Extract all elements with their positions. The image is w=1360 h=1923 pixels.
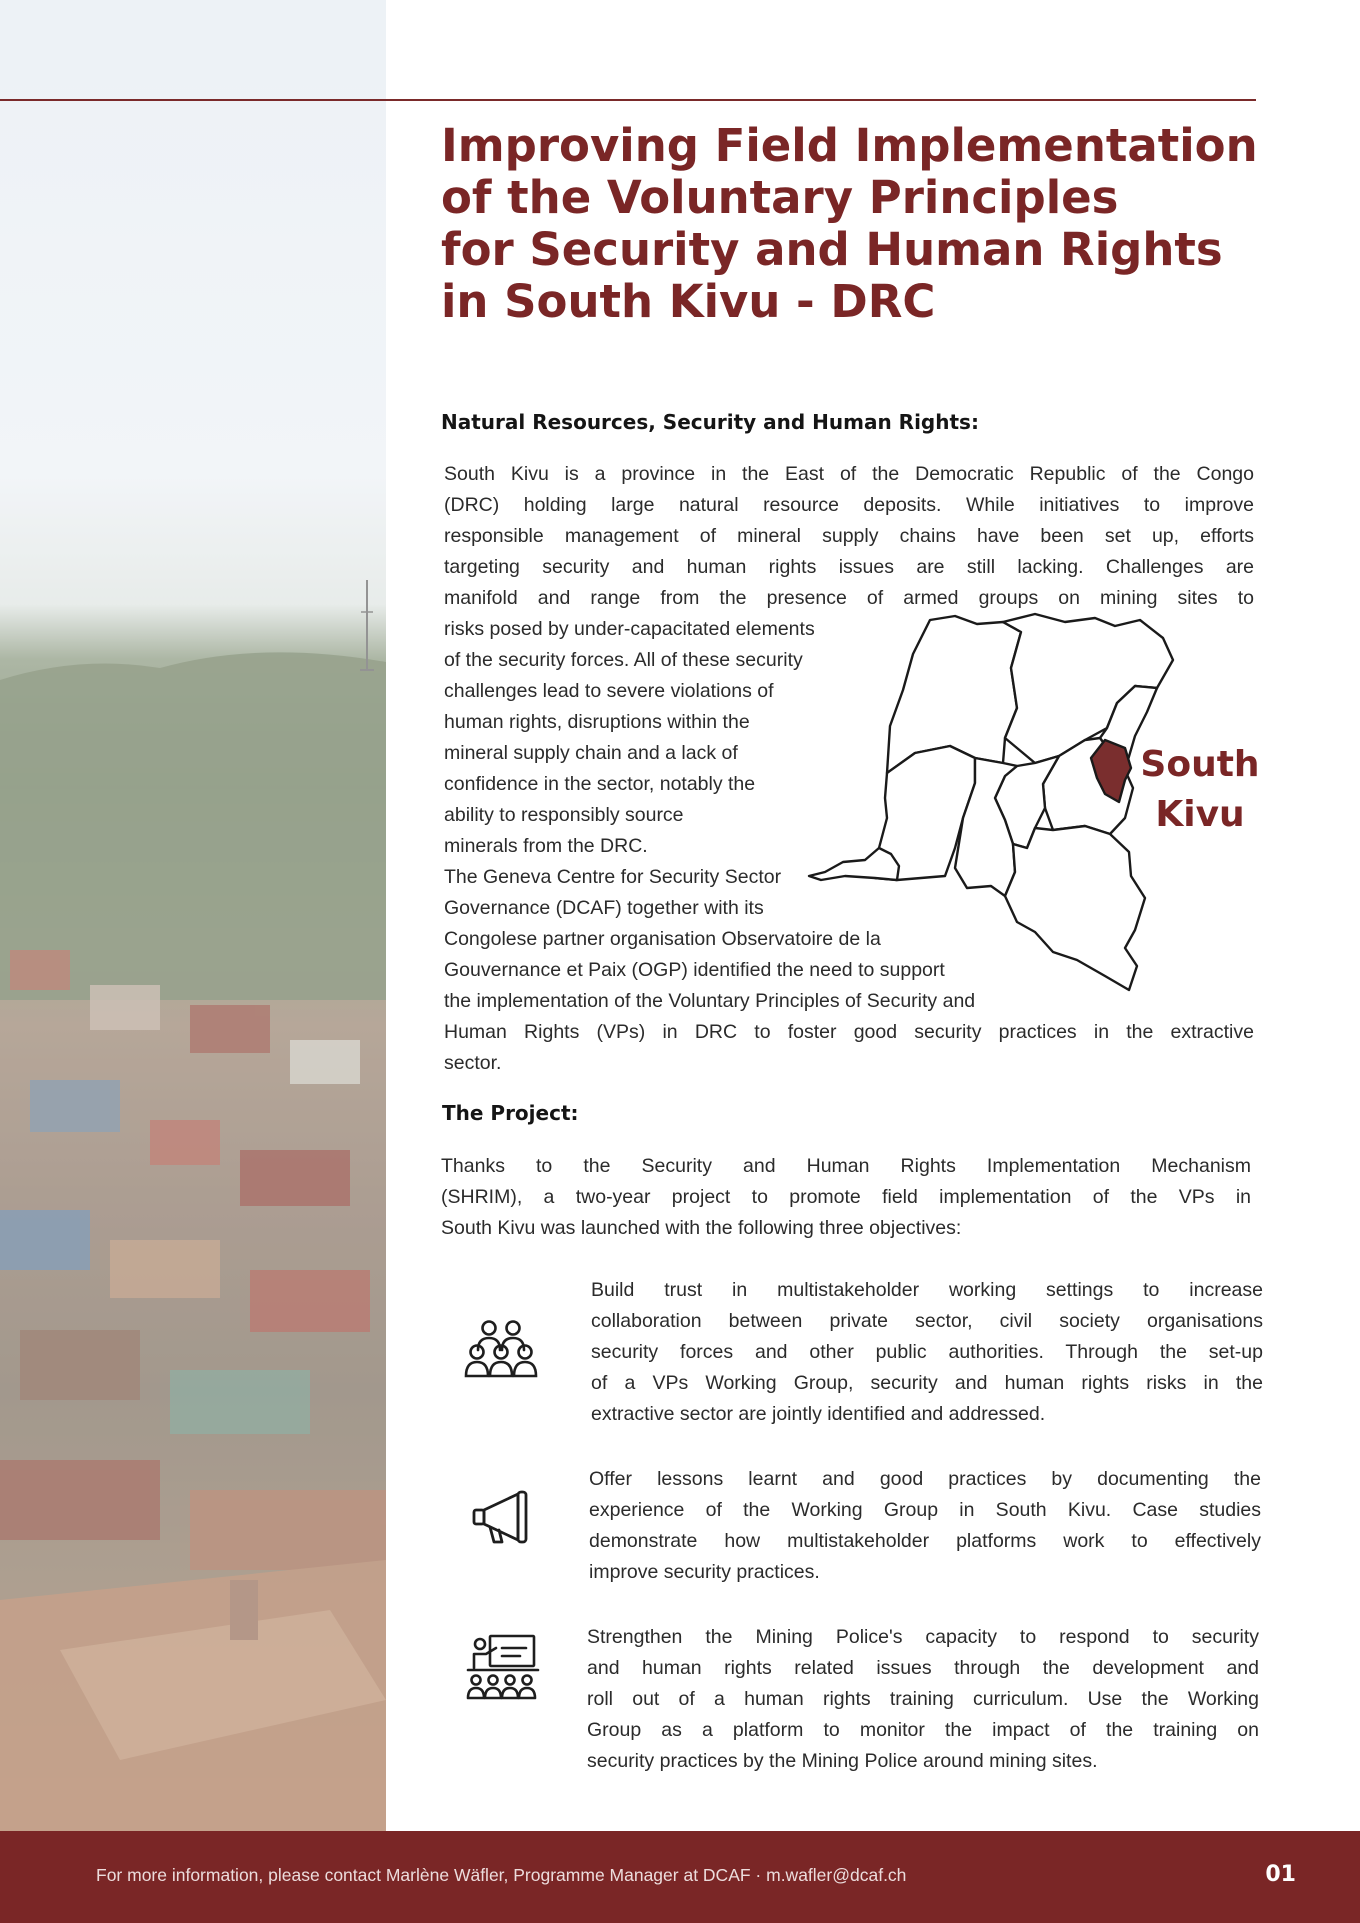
objective-line: Group as a platform to monitor the impact of the training on <box>587 1719 1259 1741</box>
body-line: confidence in the sector, notably the <box>444 773 756 795</box>
objective-line: Build trust in multistakeholder working settings to increase <box>591 1279 1263 1301</box>
objective-line: experience of the Working Group in South Kivu. Case studies <box>589 1499 1261 1521</box>
objective-line: Strengthen the Mining Police's capacity to respond to security <box>587 1626 1259 1648</box>
objective-3-text <box>587 1622 1259 1777</box>
body-line: Human Rights (VPs) in DRC to foster good security practices in the extractive <box>444 1021 1254 1043</box>
page-number: 01 <box>1265 1862 1296 1887</box>
footer-bar <box>0 1831 1360 1923</box>
objective-2-text <box>589 1464 1261 1588</box>
intro-line: South Kivu was launched with the following three objectives: <box>441 1217 962 1239</box>
title-line: in South Kivu - DRC <box>441 275 936 328</box>
megaphone-icon <box>466 1480 540 1554</box>
body-line: minerals from the DRC. <box>444 835 648 857</box>
body-line: of the security forces. All of these security <box>444 649 803 671</box>
section-heading-natural-resources: Natural Resources, Security and Human Rights: <box>441 410 979 434</box>
objective-line: improve security practices. <box>589 1561 820 1583</box>
body-line: ability to responsibly source <box>444 804 684 826</box>
map-label-line: Kivu <box>1155 794 1245 835</box>
objective-1-text <box>591 1275 1263 1430</box>
body-line: challenges lead to severe violations of <box>444 680 774 702</box>
body-line: Gouvernance et Paix (OGP) identified the need to support <box>444 959 945 981</box>
objective-line: security forces and other public authorities. Through the set-up <box>591 1341 1263 1363</box>
body-line: targeting security and human rights issues are still lacking. Challenges are <box>444 556 1254 578</box>
page-title <box>441 120 1291 328</box>
training-presentation-icon <box>466 1632 540 1706</box>
body-line: the implementation of the Voluntary Principles of Security and <box>444 990 976 1012</box>
town-hillside-photo <box>0 0 386 1831</box>
objective-line: extractive sector are jointly identified and addressed. <box>591 1403 1046 1425</box>
body-line: Governance (DCAF) together with its <box>444 897 764 919</box>
body-line: Congolese partner organisation Observatoire de la <box>444 928 881 950</box>
objective-line: roll out of a human rights training curriculum. Use the Working <box>587 1688 1259 1710</box>
body-line: responsible management of mineral supply chains have been set up, efforts <box>444 525 1254 547</box>
objective-line: security practices by the Mining Police around mining sites. <box>587 1750 1098 1772</box>
contact-info: For more information, please contact Marlène Wäfler, Programme Manager at DCAF · m.wafler@dcaf.ch <box>96 1865 907 1885</box>
body-line: The Geneva Centre for Security Sector <box>444 866 782 888</box>
body-line: sector. <box>444 1052 502 1074</box>
section-heading-project: The Project: <box>442 1101 579 1125</box>
title-line: of the Voluntary Principles <box>441 171 1119 224</box>
objective-line: demonstrate how multistakeholder platforms work to effectively <box>589 1530 1261 1552</box>
south-kivu-map-label <box>1120 740 1280 840</box>
body-line: human rights, disruptions within the <box>444 711 750 733</box>
title-line: Improving Field Implementation <box>441 119 1258 172</box>
body-line: manifold and range from the presence of armed groups on mining sites to <box>444 587 1254 609</box>
body-line: South Kivu is a province in the East of the Democratic Republic of the Congo <box>444 463 1254 485</box>
body-line: risks posed by under-capacitated elements <box>444 618 815 640</box>
group-people-icon <box>464 1316 538 1390</box>
objective-line: collaboration between private sector, civil society organisations <box>591 1310 1263 1332</box>
map-label-line: South <box>1140 744 1260 785</box>
title-line: for Security and Human Rights <box>441 223 1223 276</box>
intro-line: Thanks to the Security and Human Rights Implementation Mechanism <box>441 1155 1251 1177</box>
objective-line: Offer lessons learnt and good practices by documenting the <box>589 1468 1261 1490</box>
project-intro <box>441 1151 1251 1244</box>
objective-line: of a VPs Working Group, security and human rights risks in the <box>591 1372 1263 1394</box>
top-rule <box>0 99 1256 101</box>
body-line: mineral supply chain and a lack of <box>444 742 738 764</box>
body-line: (DRC) holding large natural resource deposits. While initiatives to improve <box>444 494 1254 516</box>
intro-line: (SHRIM), a two-year project to promote field implementation of the VPs in <box>441 1186 1251 1208</box>
objective-line: and human rights related issues through the development and <box>587 1657 1259 1679</box>
